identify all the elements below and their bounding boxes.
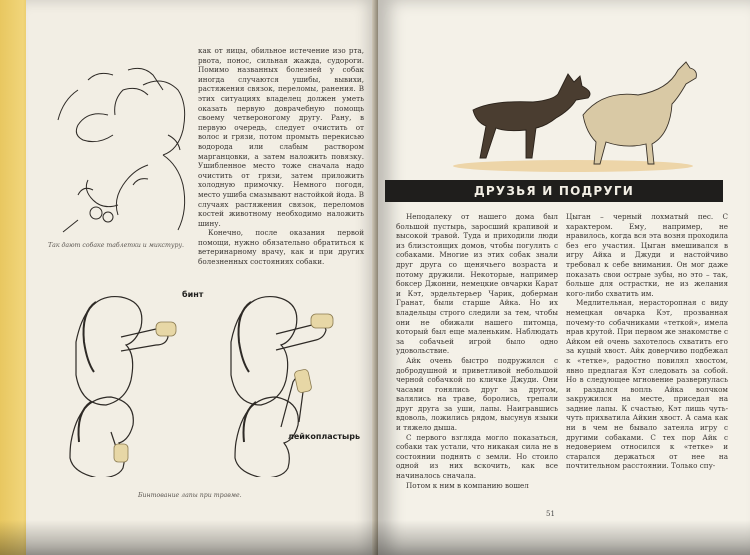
col1-p1: Неподалеку от нашего дома был большой пустырь, заросший крапивой и высокой травой. Туда и приходили люди из близстоящих домов, чтобы погулять с собаками. Многие из этих собак знали друг друга со щенячьего возраста и потому дружили. Некоторые, например боксер Джонни, немецкие овчарки Карат и Кэт, эрдельтерьер Чарик, доберман Гранат, были старше Айка. Но их владельцы строго следили за тем, чтобы они не обижали нашего питомца, который был еще маленьким. Наблюдать за собачьей игрой было одно удовольствие.: [396, 212, 558, 356]
pill-giving-illustration: [48, 45, 198, 240]
bottom-shadow: [0, 520, 750, 555]
bandaging-illustration: [56, 262, 366, 477]
left-top-text: [198, 46, 364, 267]
col1-p2: Айк очень быстро подружился с добродушной и приветливой небольшой черной собачкой по кличке Джуди. Они часами гонялись друг за другом, валялись на траве, боролись, трепали друг друга за уши, лапы. Наигравшись вдоволь, ложились рядом, высунув языки и тяжело дыша.: [396, 355, 558, 433]
chapter-title-band: [385, 180, 723, 202]
col2-p1: Цыган – черный лохматый пес. С характером. Ему, например, не нравилось, когда вся эта возня проходила без его участия. Цыган вмешивался в игру Айка и Джуди и настойчиво требовал к себе внимания. Он мог даже показать свои острые зубы, но это – так, больше для острастки, не из желания кого-либо схватить им.: [566, 212, 728, 298]
two-dogs-illustration: [433, 60, 713, 175]
caption-bandage: Бинтование лапы при травме.: [138, 492, 242, 499]
right-column-2: [566, 212, 728, 471]
caption-pill: Так дают собаке таблетки и микстуру.: [48, 242, 184, 249]
right-page: [378, 0, 750, 555]
col1-p3: С первого взгляда могло показаться, собаки так устали, что никакая сила не в состоянии поднять с земли. Но стоило одной из них вскочить, как все начиналось сначала.: [396, 432, 558, 481]
page-number: 51: [546, 510, 555, 518]
label-plaster: лейкопластырь: [288, 432, 360, 441]
label-bint: бинт: [182, 290, 204, 299]
left-paragraph-1: как от яицы, обильное истечение изо рта, рвота, понос, сильная жажда, судороги. Помимо названных болезней у собак иногда случаются ушибы, вывихи, растяжения связок, переломы, ранения. В этих ситуациях владелец должен уметь оказать первую доврачебную помощь своему четвероногому другу. Рану, в первую очередь, следует очистить от волос и грязи, потом промыть перекисью водорода или слабым раствором марганцовки, а затем наложить повязку. Ушибленное место тоже сначала надо очистить от грязи, затем приложить холодную примочку. Немного погодя, место ушиба смазывают настойкой йода. В случаях растяжения связок, переломов костей животному необходимо наложить шину.: [198, 46, 364, 228]
left-paragraph-2: Конечно, после оказания первой помощи, нужно обязательно обратиться к ветеринарному врачу, как и при других болезненных состояниях собаки.: [198, 228, 364, 267]
chapter-title: ДРУЗЬЯ И ПОДРУГИ: [474, 184, 634, 198]
left-page: [26, 0, 378, 555]
col2-p2: Медлительная, нерасторопная с виду немецкая овчарка Кэт, прозванная почему-то собачниками «теткой», имела нрав крутой. При первом же знакомстве с Айком ей очень захотелось схватить его за куцый хвост. Айк доверчиво подбежал к «тетке», радостно повилял хвостом, явно предлагая Кэт следовать за собой. Но в следующее мгновение развернулась и раздался вопль Айка волчком закружился на месте, приседая на задние лапы. К счастью, Кэт лишь чуть-чуть прихватила Айкин хвост. А сама как ни в чем не бывало затеяла игру с другими собаками. С тех пор Айк с недоверием относился к «тетке» и старался держаться от нее на почтительном расстоянии. Только спу-: [566, 298, 728, 471]
col1-p4: Потом к ним в компанию вошел: [406, 480, 529, 490]
right-column-1: [396, 212, 558, 490]
